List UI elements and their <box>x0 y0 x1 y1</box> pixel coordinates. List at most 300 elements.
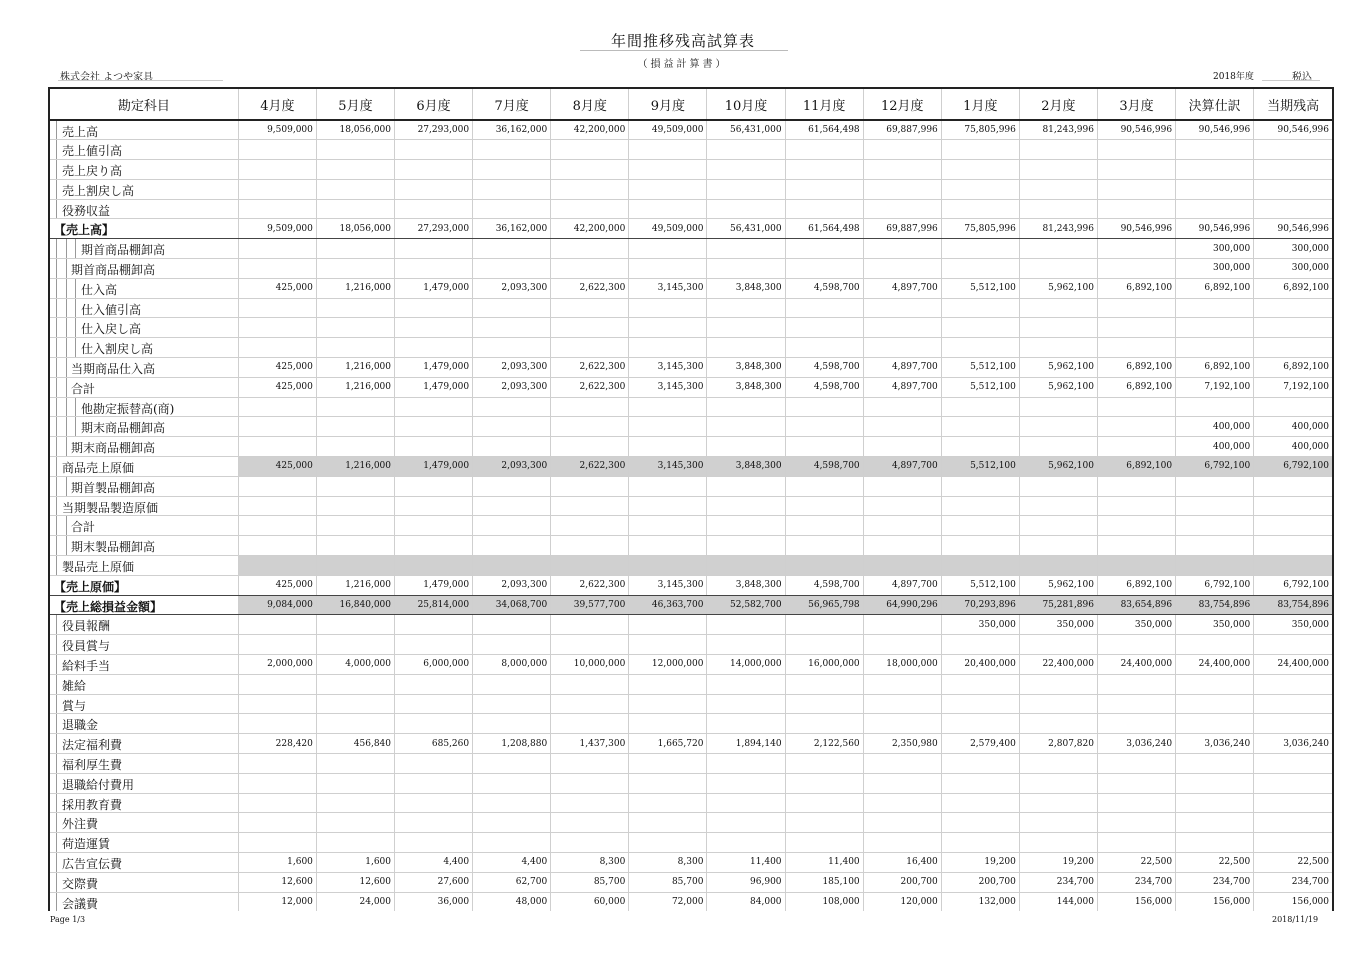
amount-cell: 8,300 <box>629 852 707 872</box>
amount-cell <box>941 635 1019 655</box>
account-name-cell <box>50 278 238 298</box>
amount-cell <box>1019 417 1097 437</box>
account-name: 仕入割戻し高 <box>81 342 154 357</box>
amount-cell <box>316 259 394 279</box>
amount-cell: 6,892,100 <box>1097 457 1175 477</box>
title-underline <box>580 50 788 51</box>
amount-cell <box>1176 298 1254 318</box>
hierarchy-line <box>56 813 57 832</box>
amount-cell <box>551 833 629 853</box>
amount-cell: 16,840,000 <box>316 595 394 615</box>
amount-cell <box>1097 496 1175 516</box>
amount-cell <box>863 615 941 635</box>
amount-cell: 5,962,100 <box>1019 358 1097 378</box>
table-row <box>50 536 1332 556</box>
amount-cell <box>473 259 551 279</box>
amount-cell <box>1176 833 1254 853</box>
amount-cell <box>707 635 785 655</box>
account-name-cell <box>50 377 238 397</box>
amount-cell <box>1254 318 1332 338</box>
amount-cell <box>316 140 394 160</box>
amount-cell <box>1019 754 1097 774</box>
amount-cell <box>395 833 473 853</box>
amount-cell <box>238 437 316 457</box>
amount-cell <box>1019 397 1097 417</box>
amount-cell <box>863 694 941 714</box>
amount-cell <box>395 397 473 417</box>
total-row <box>50 595 1332 615</box>
amount-cell: 7,192,100 <box>1254 377 1332 397</box>
column-header-account: 勘定科目 <box>50 89 238 120</box>
hierarchy-line <box>56 734 57 753</box>
amount-cell <box>1097 556 1175 576</box>
amount-cell <box>941 674 1019 694</box>
account-name: 仕入高 <box>81 282 118 297</box>
hierarchy-line <box>56 259 57 278</box>
account-name-cell <box>50 516 238 536</box>
table-row <box>50 833 1332 853</box>
amount-cell: 685,260 <box>395 734 473 754</box>
amount-cell <box>1254 674 1332 694</box>
amount-cell <box>316 516 394 536</box>
account-name: 期末製品棚卸高 <box>71 540 156 555</box>
amount-cell <box>629 140 707 160</box>
amount-cell: 132,000 <box>941 892 1019 911</box>
amount-cell <box>395 160 473 180</box>
account-name-cell <box>50 556 238 576</box>
amount-cell <box>1019 476 1097 496</box>
amount-cell: 24,000 <box>316 892 394 911</box>
amount-cell <box>473 239 551 259</box>
hierarchy-line <box>75 239 76 258</box>
amount-cell: 228,420 <box>238 734 316 754</box>
amount-cell <box>551 516 629 536</box>
amount-cell <box>1254 694 1332 714</box>
amount-cell: 90,546,996 <box>1097 120 1175 140</box>
amount-cell: 34,068,700 <box>473 595 551 615</box>
account-name-cell <box>50 655 238 675</box>
amount-cell: 83,654,896 <box>1097 595 1175 615</box>
amount-cell <box>785 536 863 556</box>
amount-cell: 56,431,000 <box>707 120 785 140</box>
table-row <box>50 872 1332 892</box>
table-row <box>50 635 1332 655</box>
account-name: 交際費 <box>62 876 99 891</box>
amount-cell <box>707 437 785 457</box>
amount-cell <box>395 199 473 219</box>
table-row <box>50 496 1332 516</box>
amount-cell <box>316 417 394 437</box>
amount-cell <box>238 239 316 259</box>
column-header-period: 8月度 <box>551 89 629 120</box>
amount-cell <box>551 318 629 338</box>
hierarchy-line <box>56 358 57 377</box>
table-row <box>50 140 1332 160</box>
hierarchy-line <box>56 477 57 496</box>
account-name: 役員報酬 <box>62 619 111 634</box>
amount-cell <box>941 318 1019 338</box>
amount-cell <box>1019 437 1097 457</box>
amount-cell <box>941 556 1019 576</box>
amount-cell: 1,479,000 <box>395 358 473 378</box>
account-name-cell <box>50 852 238 872</box>
hierarchy-line <box>66 358 67 377</box>
amount-cell: 2,093,300 <box>473 358 551 378</box>
amount-cell <box>551 437 629 457</box>
amount-cell <box>629 635 707 655</box>
amount-cell <box>1019 793 1097 813</box>
amount-cell <box>1254 476 1332 496</box>
table-row <box>50 160 1332 180</box>
account-name-cell <box>50 793 238 813</box>
amount-cell <box>1254 496 1332 516</box>
amount-cell <box>395 239 473 259</box>
amount-cell: 24,400,000 <box>1254 655 1332 675</box>
amount-cell <box>785 773 863 793</box>
hierarchy-line <box>56 714 57 733</box>
amount-cell <box>863 437 941 457</box>
amount-cell: 350,000 <box>1019 615 1097 635</box>
account-name: 【売上総損益金額】 <box>54 599 163 614</box>
amount-cell <box>316 338 394 358</box>
amount-cell <box>863 714 941 734</box>
column-header-period: 5月度 <box>316 89 394 120</box>
amount-cell <box>1254 813 1332 833</box>
amount-cell <box>941 179 1019 199</box>
amount-cell: 20,400,000 <box>941 655 1019 675</box>
amount-cell: 9,084,000 <box>238 595 316 615</box>
amount-cell <box>395 318 473 338</box>
account-name: 合計 <box>71 520 96 535</box>
table-row <box>50 199 1332 219</box>
amount-cell <box>785 714 863 734</box>
amount-cell <box>863 773 941 793</box>
amount-cell <box>1097 259 1175 279</box>
amount-cell <box>395 694 473 714</box>
amount-cell <box>1176 179 1254 199</box>
amount-cell: 3,036,240 <box>1176 734 1254 754</box>
amount-cell: 5,962,100 <box>1019 457 1097 477</box>
account-name-cell <box>50 457 238 477</box>
account-name-cell <box>50 595 238 615</box>
amount-cell <box>707 556 785 576</box>
amount-cell: 350,000 <box>1097 615 1175 635</box>
amount-cell: 11,400 <box>707 852 785 872</box>
amount-cell <box>1019 773 1097 793</box>
hierarchy-line <box>56 318 57 337</box>
amount-cell: 25,814,000 <box>395 595 473 615</box>
amount-cell: 456,840 <box>316 734 394 754</box>
amount-cell: 234,700 <box>1019 872 1097 892</box>
page-number: Page 1/3 <box>50 915 86 924</box>
amount-cell <box>238 397 316 417</box>
amount-cell: 5,962,100 <box>1019 377 1097 397</box>
amount-cell: 425,000 <box>238 377 316 397</box>
amount-cell <box>395 179 473 199</box>
amount-cell <box>785 199 863 219</box>
account-name-cell <box>50 298 238 318</box>
amount-cell <box>473 318 551 338</box>
amount-cell: 4,897,700 <box>863 278 941 298</box>
amount-cell <box>473 437 551 457</box>
account-name: 当期製品製造原価 <box>62 500 159 515</box>
amount-cell: 96,900 <box>707 872 785 892</box>
amount-cell <box>863 813 941 833</box>
account-name: 【売上高】 <box>54 223 115 238</box>
amount-cell <box>1019 239 1097 259</box>
amount-cell <box>1097 160 1175 180</box>
amount-cell <box>1097 140 1175 160</box>
amount-cell: 3,848,300 <box>707 278 785 298</box>
amount-cell: 2,622,300 <box>551 457 629 477</box>
amount-cell: 7,192,100 <box>1176 377 1254 397</box>
amount-cell <box>707 813 785 833</box>
amount-cell <box>551 496 629 516</box>
amount-cell <box>941 140 1019 160</box>
amount-cell <box>395 714 473 734</box>
trial-balance-sheet <box>48 87 1334 911</box>
amount-cell: 1,479,000 <box>395 457 473 477</box>
hierarchy-line <box>66 299 67 318</box>
company-underline <box>58 80 223 81</box>
amount-cell <box>707 793 785 813</box>
hierarchy-line <box>66 259 67 278</box>
hierarchy-line <box>56 635 57 654</box>
column-header-period: 7月度 <box>473 89 551 120</box>
amount-cell: 22,500 <box>1176 852 1254 872</box>
amount-cell <box>395 536 473 556</box>
amount-cell <box>551 694 629 714</box>
account-name-cell <box>50 833 238 853</box>
amount-cell <box>1019 318 1097 338</box>
hierarchy-line <box>66 437 67 456</box>
amount-cell: 1,216,000 <box>316 457 394 477</box>
amount-cell <box>1097 239 1175 259</box>
amount-cell <box>863 674 941 694</box>
amount-cell: 62,700 <box>473 872 551 892</box>
amount-cell <box>629 674 707 694</box>
amount-cell: 49,509,000 <box>629 219 707 239</box>
amount-cell <box>316 615 394 635</box>
report-subtitle: （損益計算書） <box>637 59 729 70</box>
amount-cell <box>473 476 551 496</box>
amount-cell <box>551 239 629 259</box>
amount-cell: 3,848,300 <box>707 358 785 378</box>
column-header-period: 12月度 <box>863 89 941 120</box>
account-name-cell <box>50 813 238 833</box>
amount-cell: 425,000 <box>238 278 316 298</box>
column-header-period: 10月度 <box>707 89 785 120</box>
amount-cell: 6,892,100 <box>1254 278 1332 298</box>
amount-cell <box>1176 516 1254 536</box>
amount-cell <box>1176 793 1254 813</box>
amount-cell <box>785 417 863 437</box>
amount-cell <box>551 179 629 199</box>
table-row <box>50 417 1332 437</box>
hierarchy-line <box>75 279 76 298</box>
table-row <box>50 239 1332 259</box>
account-name-cell <box>50 140 238 160</box>
table-row <box>50 694 1332 714</box>
amount-cell: 11,400 <box>785 852 863 872</box>
hierarchy-line <box>56 200 57 219</box>
amount-cell: 5,512,100 <box>941 377 1019 397</box>
amount-cell <box>1176 397 1254 417</box>
amount-cell: 81,243,996 <box>1019 120 1097 140</box>
amount-cell: 300,000 <box>1176 259 1254 279</box>
amount-cell <box>238 694 316 714</box>
amount-cell <box>238 813 316 833</box>
table-row <box>50 516 1332 536</box>
amount-cell: 49,509,000 <box>629 120 707 140</box>
amount-cell <box>629 179 707 199</box>
amount-cell <box>941 397 1019 417</box>
amount-cell <box>551 556 629 576</box>
amount-cell: 3,145,300 <box>629 278 707 298</box>
amount-cell: 4,897,700 <box>863 457 941 477</box>
amount-cell: 350,000 <box>941 615 1019 635</box>
hierarchy-line <box>56 457 57 476</box>
amount-cell <box>707 160 785 180</box>
hierarchy-line <box>56 516 57 535</box>
account-name-cell <box>50 318 238 338</box>
amount-cell: 6,000,000 <box>395 655 473 675</box>
account-name-cell <box>50 476 238 496</box>
amount-cell <box>707 318 785 338</box>
amount-cell: 1,216,000 <box>316 278 394 298</box>
amount-cell <box>1176 496 1254 516</box>
account-name-cell <box>50 199 238 219</box>
amount-cell: 400,000 <box>1176 417 1254 437</box>
company-name: 株式会社 よつや家具 <box>60 72 154 83</box>
account-name: 商品売上原価 <box>62 461 135 476</box>
amount-cell: 2,807,820 <box>1019 734 1097 754</box>
amount-cell: 16,400 <box>863 852 941 872</box>
account-name: 【売上原価】 <box>54 579 127 594</box>
amount-cell <box>785 496 863 516</box>
account-name-cell <box>50 694 238 714</box>
account-name-cell <box>50 160 238 180</box>
amount-cell <box>1097 674 1175 694</box>
hierarchy-line <box>66 378 67 397</box>
amount-cell <box>551 635 629 655</box>
amount-cell <box>316 714 394 734</box>
account-name-cell <box>50 635 238 655</box>
hierarchy-line <box>56 893 57 911</box>
amount-cell <box>395 476 473 496</box>
amount-cell <box>1176 714 1254 734</box>
amount-cell: 12,600 <box>316 872 394 892</box>
amount-cell <box>941 833 1019 853</box>
table-row <box>50 476 1332 496</box>
amount-cell <box>316 773 394 793</box>
account-name: 期首商品棚卸高 <box>71 263 156 278</box>
amount-cell: 69,887,996 <box>863 219 941 239</box>
amount-cell: 36,000 <box>395 892 473 911</box>
amount-cell <box>785 694 863 714</box>
total-row <box>50 219 1332 239</box>
table-row <box>50 179 1332 199</box>
amount-cell <box>238 199 316 219</box>
amount-cell <box>863 793 941 813</box>
amount-cell <box>551 773 629 793</box>
account-name-cell <box>50 872 238 892</box>
table-header <box>50 89 1332 120</box>
amount-cell: 6,892,100 <box>1097 575 1175 595</box>
hierarchy-line <box>56 398 57 417</box>
hierarchy-line <box>56 754 57 773</box>
amount-cell: 4,897,700 <box>863 377 941 397</box>
amount-cell <box>941 773 1019 793</box>
amount-cell <box>629 813 707 833</box>
amount-cell: 14,000,000 <box>707 655 785 675</box>
amount-cell <box>1254 199 1332 219</box>
amount-cell <box>238 833 316 853</box>
amount-cell <box>629 160 707 180</box>
amount-cell: 8,300 <box>551 852 629 872</box>
amount-cell: 120,000 <box>863 892 941 911</box>
amount-cell <box>473 793 551 813</box>
amount-cell <box>863 397 941 417</box>
amount-cell <box>941 516 1019 536</box>
account-name: 雑給 <box>62 678 87 693</box>
hierarchy-line <box>56 417 57 436</box>
amount-cell <box>1176 536 1254 556</box>
amount-cell <box>473 813 551 833</box>
amount-cell <box>473 496 551 516</box>
column-header-period: 1月度 <box>941 89 1019 120</box>
account-name-cell <box>50 437 238 457</box>
amount-cell: 6,792,100 <box>1176 457 1254 477</box>
hierarchy-line <box>56 655 57 674</box>
amount-cell: 61,564,498 <box>785 120 863 140</box>
amount-cell <box>473 773 551 793</box>
amount-cell: 83,754,896 <box>1176 595 1254 615</box>
amount-cell <box>707 674 785 694</box>
amount-cell: 27,293,000 <box>395 120 473 140</box>
amount-cell <box>785 318 863 338</box>
table-row <box>50 556 1332 576</box>
column-header-period: 2月度 <box>1019 89 1097 120</box>
amount-cell <box>941 417 1019 437</box>
amount-cell <box>1019 714 1097 734</box>
hierarchy-line <box>56 140 57 159</box>
amount-cell <box>941 437 1019 457</box>
amount-cell: 425,000 <box>238 575 316 595</box>
hierarchy-line <box>66 536 67 555</box>
hierarchy-line <box>56 536 57 555</box>
hierarchy-line <box>66 398 67 417</box>
amount-cell: 2,093,300 <box>473 278 551 298</box>
column-header-period: 6月度 <box>395 89 473 120</box>
table-row <box>50 655 1332 675</box>
account-name: 退職金 <box>62 718 99 733</box>
amount-cell: 350,000 <box>1176 615 1254 635</box>
amount-cell <box>395 674 473 694</box>
amount-cell: 9,509,000 <box>238 219 316 239</box>
amount-cell <box>551 793 629 813</box>
amount-cell <box>238 773 316 793</box>
amount-cell <box>1019 259 1097 279</box>
amount-cell <box>473 516 551 536</box>
account-name-cell <box>50 338 238 358</box>
amount-cell <box>316 437 394 457</box>
amount-cell <box>1097 754 1175 774</box>
amount-cell: 56,965,798 <box>785 595 863 615</box>
amount-cell <box>551 714 629 734</box>
amount-cell: 2,093,300 <box>473 575 551 595</box>
amount-cell <box>1176 199 1254 219</box>
